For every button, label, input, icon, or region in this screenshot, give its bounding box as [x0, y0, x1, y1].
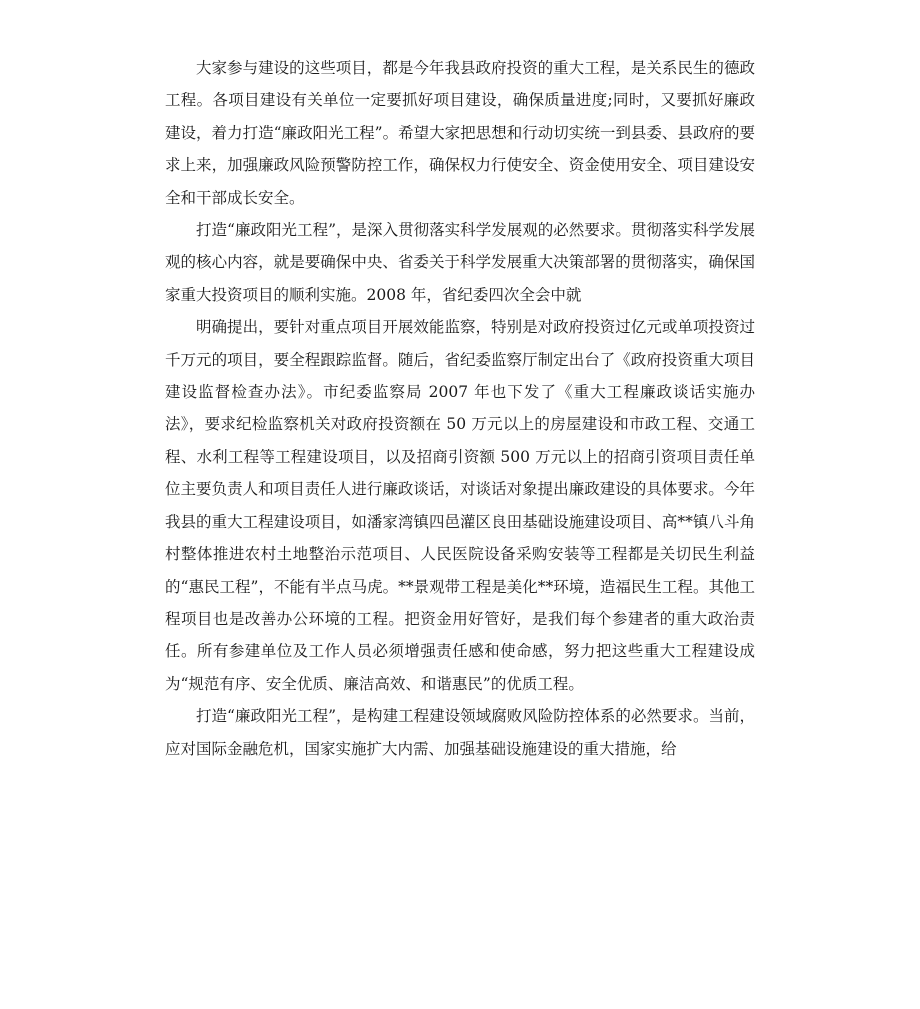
paragraph: 打造“廉政阳光工程”，是深入贯彻落实科学发展观的必然要求。贯彻落实科学发展观的核心内容，就是要确保中央、省委关于科学发展重大决策部署的贯彻落实，确保国家重大投资项目的顺利实施。2008 年，省纪委四次全会中就: [165, 221, 755, 304]
paragraph: 打造“廉政阳光工程”，是构建工程建设领域腐败风险防控体系的必然要求。当前，应对国际金融危机，国家实施扩大内需、加强基础设施建设的重大措施，给: [165, 707, 755, 758]
document-body: [165, 52, 755, 765]
paragraph: 明确提出，要针对重点项目开展效能监察，特别是对政府投资过亿元或单项投资过千万元的项目，要全程跟踪监督。随后，省纪委监察厅制定出台了《政府投资重大项目建设监督检查办法》。市纪委监察局 2007 年也下发了《重大工程廉政谈话实施办法》，要求纪检监察机关对政府投资额在 50 万元以上的房屋建设和市政工程、交通工程、水利工程等工程建设项目，以及招商引资额 500 万元以上的招商引资项目责任单位主要负责人和项目责任人进行廉政谈话，对谈话对象提出廉政建设的具体要求。今年我县的重大工程建设项目，如潘家湾镇四邑灌区良田基础设施建设项目、高**镇八斗角村整体推进农村土地整治示范项目、人民医院设备采购安装等工程都是关切民生利益的“惠民工程”，不能有半点马虎。**景观带工程是美化**环境，造福民生工程。其他工程项目也是改善办公环境的工程。把资金用好管好，是我们每个参建者的重大政治责任。所有参建单位及工作人员必须增强责任感和使命感，努力把这些重大工程建设成为“规范有序、安全优质、廉洁高效、和谐惠民”的优质工程。: [165, 318, 755, 693]
paragraph: 大家参与建设的这些项目，都是今年我县政府投资的重大工程，是关系民生的德政工程。各项目建设有关单位一定要抓好项目建设，确保质量进度;同时，又要抓好廉政建设，着力打造“廉政阳光工程”。希望大家把思想和行动切实统一到县委、县政府的要求上来，加强廉政风险预警防控工作，确保权力行使安全、资金使用安全、项目建设安全和干部成长安全。: [165, 59, 755, 207]
